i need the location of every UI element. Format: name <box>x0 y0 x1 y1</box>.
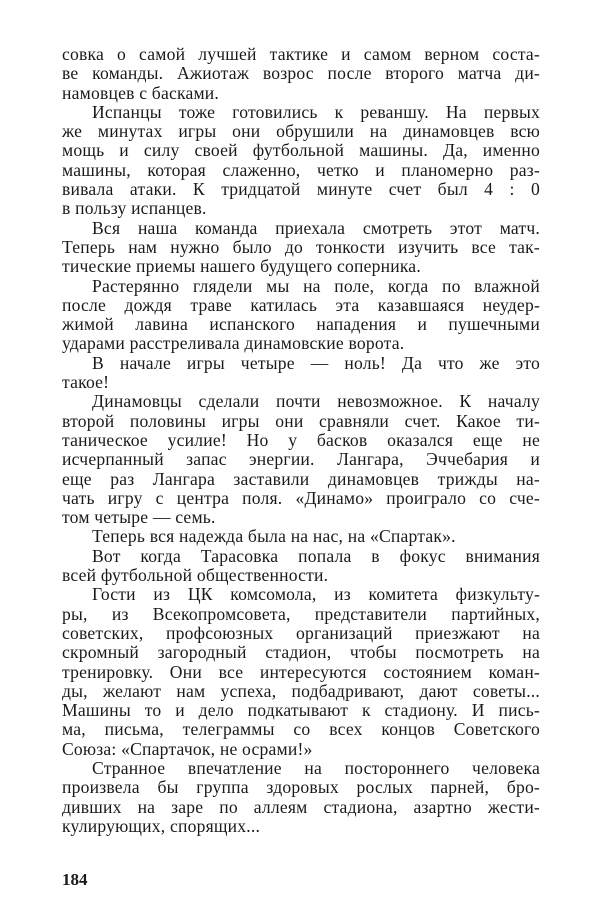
paragraph <box>62 759 540 836</box>
text-line: тические приемы нашего будущего соперника. <box>62 256 421 277</box>
text-line: ма, письма, телеграммы со всех концов Советского <box>62 719 540 740</box>
text-line: машины, которая слаженно, четко и планомерно раз- <box>62 159 540 180</box>
text-line: Союза: «Спартачок, не осрами!» <box>62 738 313 759</box>
text-line: ве команды. Ажиотаж возрос после второго матча ди- <box>62 63 540 84</box>
text-line: тренировку. Они все интересуются состоянием коман- <box>62 661 540 682</box>
text-line: Динамовцы сделали почти невозможное. К началу <box>92 391 540 412</box>
text-line: Странное впечатление на постороннего человека <box>92 757 540 778</box>
text-line: Вся наша команда приехала смотреть этот матч. <box>92 217 540 238</box>
text-line: чать игру с центра поля. «Динамо» проиграло со сче- <box>62 487 540 508</box>
text-line: Теперь вся надежда была на нас, на «Спартак». <box>92 526 456 547</box>
paragraph <box>62 547 540 586</box>
text-line: советских, профсоюзных организаций приезжают на <box>62 622 540 643</box>
text-line: Вот когда Тарасовка попала в фокус внимания <box>92 545 540 566</box>
paragraph <box>62 45 540 103</box>
text-line: мощь и силу своей футбольной машины. Да, именно <box>62 140 540 161</box>
text-line: совка о самой лучшей тактике и самом верном соста- <box>62 44 540 64</box>
text-line: такое! <box>62 372 110 393</box>
paragraph <box>62 527 540 546</box>
text-line: Теперь нам нужно было до тонкости изучить все так- <box>62 236 540 257</box>
text-line: ры, из Всекопромсовета, представители партийных, <box>62 603 540 624</box>
paragraph <box>62 219 540 277</box>
paragraph <box>62 103 540 219</box>
page-number: 184 <box>62 870 88 889</box>
paragraph <box>62 585 540 759</box>
text-line: ударами расстреливала динамовские ворота. <box>62 333 405 354</box>
text-line: дивших на заре по аллеям стадиона, азартно жести- <box>62 796 540 817</box>
text-line: жимой лавина испанского нападения и пушечными <box>62 314 540 335</box>
text-line: Машины то и дело подкатывают к стадиону. И пись- <box>62 700 540 721</box>
paragraph <box>62 354 540 393</box>
text-line: второй половины игры они сравняли счет. Какое ти- <box>62 410 540 431</box>
text-line: кулирующих, спорящих... <box>62 815 261 836</box>
text-line: Гости из ЦК комсомола, из комитета физкульту- <box>92 584 540 605</box>
text-line: том четыре — семь. <box>62 507 216 528</box>
text-line: вивала атаки. К тридцатой минуте счет был 4 : 0 <box>62 179 540 200</box>
text-line: же минутах игры они обрушили на динамовцев всю <box>62 121 540 142</box>
text-line: намовцев с басками. <box>62 82 220 103</box>
text-line: В начале игры четыре — ноль! Да что же это <box>92 352 540 373</box>
text-line: скромный загородный стадион, чтобы посмотреть на <box>62 642 540 663</box>
text-line: Испанцы тоже готовились к реваншу. На первых <box>92 101 540 122</box>
text-line: ды, желают нам успеха, подбадривают, дают советы... <box>62 680 540 701</box>
text-line: таническое усилие! Но у басков оказался еще не <box>62 429 540 450</box>
paragraph <box>62 392 540 527</box>
paragraph <box>62 277 540 354</box>
text-line: после дождя траве катилась эта казавшаяся неудер- <box>62 294 540 315</box>
text-line: произвела бы группа здоровых рослых парней, бро- <box>62 777 540 798</box>
book-page-text <box>62 45 540 836</box>
text-line: всей футбольной общественности. <box>62 565 329 586</box>
text-line: еще раз Лангара заставили динамовцев трижды на- <box>62 468 540 489</box>
text-line: исчерпанный запас энергии. Лангара, Эччебария и <box>62 449 540 470</box>
text-line: в пользу испанцев. <box>62 198 207 219</box>
text-line: Растерянно глядели мы на поле, когда по влажной <box>92 275 540 296</box>
